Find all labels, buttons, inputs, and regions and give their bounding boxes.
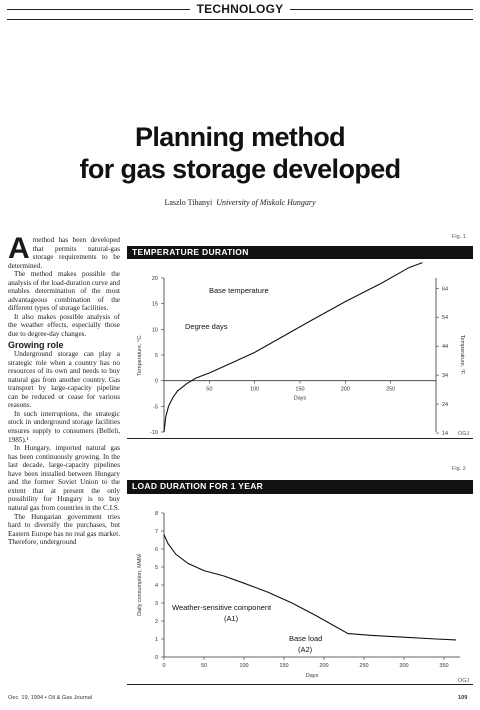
y-tick-label: 6 [154,547,158,553]
y-tick-label: 10 [151,327,158,334]
y2-tick-label: 44 [442,344,449,351]
section-label: TECHNOLOGY [196,2,284,16]
x-tick-label: 200 [340,386,350,393]
y-tick-label: 5 [154,353,158,359]
y-axis-label: Temperature, °C. [137,334,143,376]
footer-journal: Oec. 19, 1994 • Oil & Gas Journal [8,695,93,701]
annotation-a1: (A1) [224,614,239,623]
temperature-duration-chart [127,260,473,436]
paragraph-3: It also makes possible analysis of the weather effects, especially those due to degree-day changes. [8,312,120,339]
subhead-growing-role: Growing role [8,339,64,350]
article-title-line1: Planning method [135,122,345,152]
fig1-tag: OGJ [458,431,470,437]
x-tick-label: 350 [439,663,449,669]
x-tick-label: 300 [399,663,409,669]
x-tick-label: 0 [162,663,166,669]
y-tick-label: 3 [154,601,158,607]
y-tick-label: -10 [150,430,158,436]
body-column [8,232,120,547]
article-title-line2: for gas storage developed [79,154,401,184]
paragraph-6: In Hungary, imported natural gas has been continuously growing. In the last decade, large-capacity pipelines have been installed between Hungary and the former Soviet Union to the extent that at present the only possibility for Hungary is to buy natural gas from countries in the C.I.S. [8,444,120,512]
annotation-weather-sensitive: Weather-sensitive component [172,603,272,612]
x-tick-label: 100 [239,663,249,669]
x-tick-label: 200 [319,663,329,669]
paragraph-7: The Hungarian government tries hard to diversify the purchases, but Eastern Europe has no real gas market. Therefore, underground [8,512,120,547]
x-tick-label: 250 [386,386,396,393]
x-axis-label: Days [293,395,307,402]
y-tick-label: 8 [154,511,158,517]
load-curve [164,535,456,640]
y2-tick-label: 64 [442,286,449,293]
annotation-base-load: Base load [289,634,323,643]
paragraph-1: Amethod has been developed that permits natural-gas storage requirements to be determined. [8,232,120,270]
byline [60,198,420,207]
fig2-label: Fig. 2 [452,466,466,472]
x-tick-label: 50 [206,386,213,393]
fig1-label: Fig. 1 [452,234,466,240]
y2-axis-label: Temperature, °F. [459,334,465,376]
y-tick-label: 2 [154,619,158,625]
y-tick-label: 1 [154,637,158,643]
y-tick-label: 5 [154,565,158,571]
load-duration-chart [127,495,473,681]
author-affiliation: University of Miskolc Hungary [216,198,316,207]
annotation-base-temperature: Base temperature [209,286,269,295]
x-tick-label: 250 [359,663,369,669]
y-tick-label: 4 [154,583,158,589]
y-tick-label: 20 [151,276,158,282]
y-tick-label: -5 [153,404,158,411]
y2-tick-label: 14 [442,431,449,436]
header-rule-right [290,9,473,10]
y-tick-label: 15 [151,301,158,308]
header-rule-bottom [7,19,473,20]
x-tick-label: 100 [250,386,260,393]
y-tick-label: 0 [154,378,158,385]
annotation-degree-days: Degree days [185,322,228,331]
x-axis-label: Days [305,673,319,679]
paragraph-5: In such interruptions, the strategic stock in underground storage facilities ensures supply to consumers (Belleli, 1985).¹ [8,409,120,444]
y2-tick-label: 54 [442,315,449,322]
dropcap: A [8,232,30,265]
y2-tick-label: 34 [442,373,449,380]
fig2-bottom-rule [127,684,473,685]
fig1-bottom-rule [127,438,473,439]
y2-tick-label: 24 [442,402,449,409]
y-tick-label: 0 [154,655,158,661]
fig2-tag: OGJ [458,678,470,684]
paragraph-2: The method makes possible the analysis of the load-duration curve and enables determination of the most advantageous combination of the different types of storage facilities. [8,270,120,313]
author-name: Laszlo Tihanyi [164,198,213,207]
temperature-curve [164,263,422,432]
y-tick-label: 7 [154,529,158,535]
fig1-banner: TEMPERATURE DURATION [127,246,473,259]
footer-page-number: 109 [458,695,468,701]
x-tick-label: 50 [200,663,208,669]
x-tick-label: 150 [295,386,305,393]
header-rule-left [7,9,190,10]
annotation-a2: (A2) [298,645,313,654]
fig2-banner: LOAD DURATION FOR 1 YEAR [127,480,473,494]
y-axis-label: Daily consumption, MMM [137,554,143,616]
paragraph-4: Underground storage can play a strategic role when a country has no resources of its own and needs to buy natural gas from another country. Gas transport by large-capacity pipeline can be reduced or cease for various reasons. [8,350,120,410]
x-tick-label: 150 [279,663,289,669]
